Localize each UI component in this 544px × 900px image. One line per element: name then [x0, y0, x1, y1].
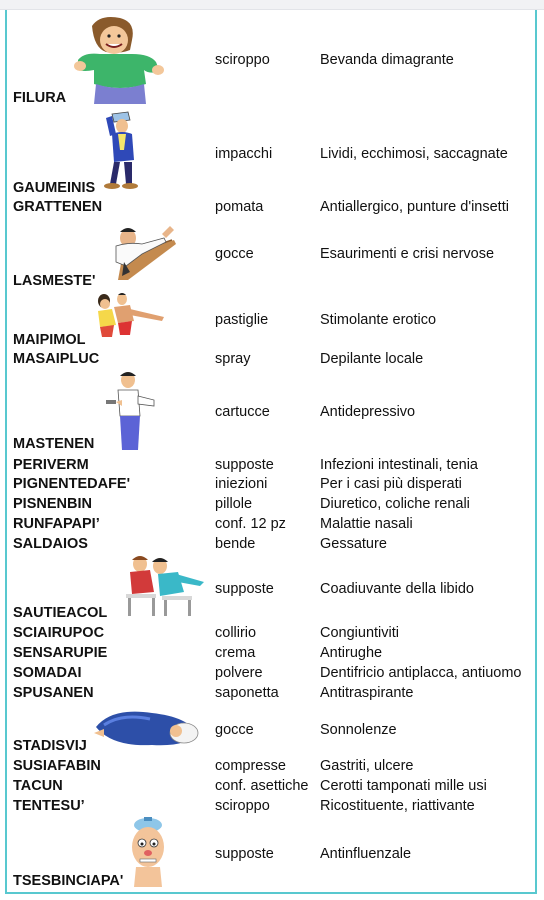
- product-name: SALDAIOS: [13, 536, 88, 552]
- product-use: Cerotti tamponati mille usi: [320, 778, 487, 794]
- product-use: Antitraspirante: [320, 685, 414, 701]
- product-detail-row: [0, 146, 544, 166]
- product-detail-row: [0, 665, 544, 685]
- product-form: sciroppo: [215, 798, 270, 814]
- product-name: TSESBINCIAPA': [13, 873, 124, 889]
- product-name-row: [0, 436, 544, 456]
- product-use: Antidepressivo: [320, 404, 416, 420]
- product-name: TENTESU’: [13, 798, 85, 814]
- product-name-row: [0, 180, 544, 200]
- product-detail-row: [0, 798, 544, 818]
- product-detail-row: [0, 778, 544, 798]
- product-use: Antirughe: [320, 645, 383, 661]
- product-form: collirio: [215, 625, 257, 641]
- product-name: MAIPIMOL: [13, 332, 86, 348]
- product-name: SUSIAFABIN: [13, 758, 101, 774]
- product-detail-row: [0, 351, 544, 371]
- product-detail-row: [0, 516, 544, 536]
- product-use: Infezioni intestinali, tenia: [320, 457, 478, 473]
- product-use: Stimolante erotico: [320, 312, 437, 328]
- product-name-row: [0, 273, 544, 293]
- product-use: Malattie nasali: [320, 516, 413, 532]
- product-form: compresse: [215, 758, 286, 774]
- product-detail-row: [0, 199, 544, 219]
- product-detail-row: [0, 625, 544, 645]
- product-form: pomata: [215, 199, 264, 215]
- product-form: supposte: [215, 457, 274, 473]
- product-name: STADISVIJ: [13, 738, 87, 754]
- product-name: RUNFAPAPI’: [13, 516, 100, 532]
- product-use: Dentifricio antiplacca, antiuomo: [320, 665, 522, 681]
- product-form: iniezioni: [215, 476, 268, 492]
- product-form: supposte: [215, 581, 274, 597]
- product-name: PIGNENTEDAFE': [13, 476, 131, 492]
- product-form: bende: [215, 536, 256, 552]
- product-use: Per i casi più disperati: [320, 476, 462, 492]
- product-name: SCIAIRUPOC: [13, 625, 105, 641]
- product-use: Congiuntiviti: [320, 625, 399, 641]
- product-detail-row: [0, 404, 544, 424]
- product-name: PISNENBIN: [13, 496, 92, 512]
- product-detail-row: [0, 846, 544, 866]
- product-detail-row: [0, 52, 544, 72]
- product-detail-row: [0, 496, 544, 516]
- product-use: Lividi, ecchimosi, saccagnate: [320, 146, 508, 162]
- browser-top-bar: [0, 0, 544, 10]
- product-detail-row: [0, 645, 544, 665]
- product-form: polvere: [215, 665, 263, 681]
- product-detail-row: [0, 457, 544, 477]
- product-form: supposte: [215, 846, 274, 862]
- product-form: spray: [215, 351, 251, 367]
- product-use: Sonnolenze: [320, 722, 397, 738]
- product-use: Gessature: [320, 536, 387, 552]
- product-use: Depilante locale: [320, 351, 424, 367]
- product-name: GAUMEINIS: [13, 180, 96, 196]
- product-detail-row: [0, 722, 544, 742]
- product-name: MASTENEN: [13, 436, 95, 452]
- product-form: crema: [215, 645, 256, 661]
- product-detail-row: [0, 476, 544, 496]
- product-use: Antinfluenzale: [320, 846, 412, 862]
- product-use: Bevanda dimagrante: [320, 52, 454, 68]
- product-form: saponetta: [215, 685, 279, 701]
- product-use: Antiallergico, punture d'insetti: [320, 199, 509, 215]
- product-detail-row: [0, 581, 544, 601]
- product-use: Ricostituente, riattivante: [320, 798, 475, 814]
- product-name: GRATTENEN: [13, 199, 103, 215]
- product-use: Diuretico, coliche renali: [320, 496, 470, 512]
- product-detail-row: [0, 685, 544, 705]
- product-form: impacchi: [215, 146, 273, 162]
- product-name-row: [0, 332, 544, 352]
- product-form: gocce: [215, 722, 254, 738]
- product-name-row: [0, 90, 544, 110]
- product-form: pillole: [215, 496, 253, 512]
- product-name: TACUN: [13, 778, 63, 794]
- product-name: FILURA: [13, 90, 67, 106]
- product-form: cartucce: [215, 404, 270, 420]
- product-name: SENSARUPIE: [13, 645, 108, 661]
- product-name: MASAIPLUC: [13, 351, 100, 367]
- product-use: Gastriti, ulcere: [320, 758, 414, 774]
- product-name: SOMADAI: [13, 665, 82, 681]
- product-detail-row: [0, 312, 544, 332]
- product-form: gocce: [215, 246, 254, 262]
- product-form: conf. asettiche: [215, 778, 309, 794]
- product-name: SAUTIEACOL: [13, 605, 108, 621]
- product-detail-row: [0, 758, 544, 778]
- product-form: sciroppo: [215, 52, 270, 68]
- product-name: SPUSANEN: [13, 685, 94, 701]
- product-detail-row: [0, 536, 544, 556]
- product-detail-row: [0, 246, 544, 266]
- product-form: pastiglie: [215, 312, 269, 328]
- product-name: PERIVERM: [13, 457, 89, 473]
- product-form: conf. 12 pz: [215, 516, 286, 532]
- product-name: LASMESTE': [13, 273, 96, 289]
- product-name-row: [0, 873, 544, 893]
- product-use: Esaurimenti e crisi nervose: [320, 246, 495, 262]
- product-use: Coadiuvante della libido: [320, 581, 474, 597]
- product-name-row: [0, 605, 544, 625]
